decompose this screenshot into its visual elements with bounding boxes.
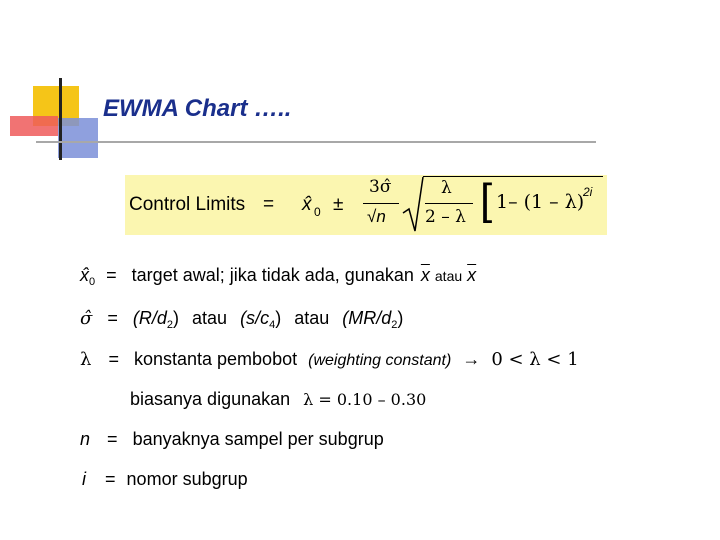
- weighting-constant: (weighting constant): [308, 352, 452, 369]
- definition-sigma: [80, 308, 403, 331]
- definition-lambda: [80, 349, 579, 370]
- formula-root-n: √n: [367, 207, 386, 226]
- eq-x0: =: [106, 265, 117, 285]
- mrbar-d-sub: 2: [391, 319, 398, 331]
- atau-2: atau: [294, 308, 330, 328]
- formula-lambda-num: λ: [441, 178, 452, 198]
- text-n: banyaknya sampel per subgrup: [132, 429, 384, 449]
- mrbar-term: (MR: [342, 308, 377, 328]
- symbol-lambda: λ: [80, 349, 92, 370]
- sbar-c-sub: 4: [269, 319, 276, 331]
- formula-fraction-bar-1: [363, 203, 399, 204]
- text-i: nomor subgrup: [126, 469, 248, 489]
- atau-small: atau: [434, 268, 463, 284]
- formula-xhat: x̂: [302, 194, 312, 215]
- eq-lambda: =: [108, 349, 119, 369]
- xbarbar-symbol: $\overline{x}$: [420, 265, 430, 285]
- sbar-c: /c: [255, 308, 270, 328]
- rbar-close: ): [172, 308, 179, 328]
- eq-i: =: [105, 469, 116, 489]
- sbar-close: ): [275, 308, 282, 328]
- symbol-n: n: [80, 429, 91, 449]
- symbol-x0-sub: 0: [89, 276, 96, 288]
- lambda-range: 0 < λ < 1: [491, 349, 579, 370]
- rbar-d: /d: [151, 308, 167, 328]
- text-biasanya: biasanya digunakan: [130, 389, 291, 409]
- eq-n: =: [107, 429, 118, 449]
- text-lambda: konstanta pembobot: [133, 349, 298, 369]
- decor-vertical-line: [59, 78, 62, 160]
- lambda-value: λ = 0.10 – 0.30: [303, 390, 427, 409]
- control-limits-formula: [125, 175, 607, 235]
- formula-two-minus-lambda: 2 – λ: [425, 207, 466, 227]
- eq-sigma: =: [107, 308, 118, 328]
- mrbar-close: ): [397, 308, 404, 328]
- formula-equals: =: [263, 194, 275, 215]
- rbar-d-sub: 2: [166, 319, 173, 331]
- sqrt-overbar: [423, 176, 603, 177]
- rbar-term: (R: [132, 308, 152, 328]
- title-underline: [36, 141, 596, 143]
- definition-x0: [80, 265, 476, 288]
- decor-blue-square: [58, 118, 98, 158]
- formula-plusminus: ±: [333, 194, 344, 215]
- definition-i: [82, 469, 248, 490]
- formula-xhat-sub: 0: [314, 205, 321, 219]
- symbol-i: i: [82, 469, 86, 489]
- decor-red-bar: [10, 116, 58, 136]
- slide-title: EWMA Chart …..: [103, 95, 292, 122]
- atau-1: atau: [192, 308, 228, 328]
- text-x0: target awal; jika tidak ada, gunakan: [131, 265, 414, 285]
- sbar-term: (s: [240, 308, 256, 328]
- formula-bracket: [: [480, 175, 493, 224]
- mrbar-d: /d: [376, 308, 392, 328]
- formula-one-minus: 1– (1 – λ): [496, 191, 585, 213]
- xbar-symbol: $\overline{x}$: [467, 265, 477, 285]
- definition-lambda-usual: [130, 389, 426, 410]
- formula-label: Control Limits: [129, 194, 246, 215]
- symbol-x0: x̂: [80, 265, 89, 285]
- arrow-icon: →: [462, 349, 481, 369]
- symbol-sigma: σ̂: [80, 308, 93, 329]
- sqrt-sign-icon: [401, 175, 425, 235]
- formula-power: 2i: [583, 185, 593, 199]
- definition-n: [80, 429, 384, 450]
- formula-three-sigma: 3σ̂: [369, 177, 392, 197]
- formula-fraction-bar-2: [425, 203, 473, 204]
